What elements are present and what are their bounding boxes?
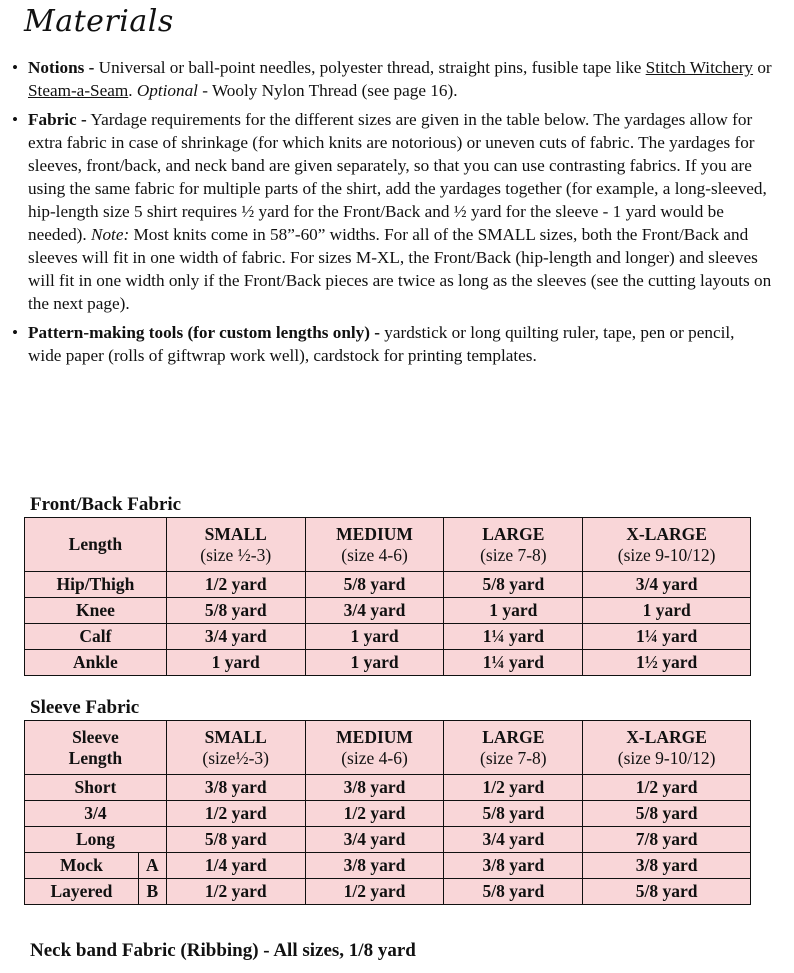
notions-text: Universal or ball-point needles, polyester thread, straight pins, fusible tape like <box>94 58 646 77</box>
table-row <box>25 853 751 879</box>
table-cell: 1/4 yard <box>166 853 305 879</box>
size-header <box>166 518 305 572</box>
table-cell: 3/4 yard <box>166 624 305 650</box>
size-range: (size ½-3) <box>200 544 272 565</box>
length-header: Length <box>25 518 167 572</box>
table-cell: 1 yard <box>583 598 751 624</box>
table-cell: 5/8 yard <box>305 572 444 598</box>
table-cell: 5/8 yard <box>583 801 751 827</box>
sleeve-title: Sleeve Fabric <box>30 697 140 718</box>
size-name: MEDIUM <box>336 726 413 747</box>
table-cell: 5/8 yard <box>166 598 305 624</box>
fabric-label: Fabric - <box>28 110 87 129</box>
table-cell: 1 yard <box>305 624 444 650</box>
table-cell: 3/4 yard <box>444 827 583 853</box>
table-cell: 5/8 yard <box>583 879 751 905</box>
table-header-row <box>25 721 751 775</box>
row-label: Calf <box>25 624 167 650</box>
size-name: LARGE <box>482 523 545 544</box>
table-cell: 1/2 yard <box>166 801 305 827</box>
tools-text: yardstick or long quilting ruler, tape, pen or pencil, wide paper (rolls of giftwrap work well), cardstock for printing templates. <box>28 323 735 365</box>
table-cell: 1/2 yard <box>305 879 444 905</box>
notions-text: or <box>753 58 772 77</box>
size-name: X-LARGE <box>626 523 707 544</box>
table-row <box>25 598 751 624</box>
row-label: Long <box>25 827 167 853</box>
row-sublabel: A <box>138 853 166 879</box>
size-range: (size 4-6) <box>341 747 408 768</box>
table-cell: 1/2 yard <box>444 775 583 801</box>
front-back-title: Front/Back Fabric <box>30 494 182 515</box>
bullet-dot: • <box>12 323 19 342</box>
table-cell: 5/8 yard <box>444 801 583 827</box>
size-name: SMALL <box>204 726 267 747</box>
list-item-notions <box>12 56 772 102</box>
size-name: MEDIUM <box>336 523 413 544</box>
row-label: 3/4 <box>25 801 167 827</box>
table-cell: 1½ yard <box>583 650 751 676</box>
table-cell: 3/4 yard <box>583 572 751 598</box>
note-label: Note: <box>91 225 130 244</box>
size-header <box>305 518 444 572</box>
materials-list <box>12 56 772 373</box>
front-back-table <box>24 517 751 676</box>
table-row <box>25 879 751 905</box>
size-header <box>444 721 583 775</box>
fabric-text: Most knits come in 58”-60” widths. For all of the SMALL sizes, both the Front/Back and sleeves will fit in one width of fabric. For sizes M-XL, the Front/Back (hip-length and longer) and sleeves will fit in one width only if the Front/Back pieces are twice as long as the sleeves (see the cutting layouts on the next page). <box>28 225 772 313</box>
size-header <box>583 518 751 572</box>
table-cell: 7/8 yard <box>583 827 751 853</box>
size-name: X-LARGE <box>626 726 707 747</box>
size-name: LARGE <box>482 726 545 747</box>
table-cell: 3/8 yard <box>305 853 444 879</box>
table-row <box>25 801 751 827</box>
notions-text: - Wooly Nylon Thread (see page 16). <box>197 81 458 100</box>
size-range: (size 9-10/12) <box>617 544 716 565</box>
size-range: (size 9-10/12) <box>617 747 716 768</box>
bullet-dot: • <box>12 58 19 77</box>
steam-a-seam-text: Steam-a-Seam <box>28 81 129 100</box>
row-label: Short <box>25 775 167 801</box>
notions-text: . <box>128 81 137 100</box>
notions-label: Notions - <box>28 58 95 77</box>
table-cell: 5/8 yard <box>444 572 583 598</box>
table-cell: 3/4 yard <box>305 827 444 853</box>
size-range: (size 7-8) <box>480 544 547 565</box>
table-row <box>25 775 751 801</box>
row-label: Ankle <box>25 650 167 676</box>
size-range: (size½-3) <box>202 747 269 768</box>
table-cell: 1 yard <box>166 650 305 676</box>
size-range: (size 4-6) <box>341 544 408 565</box>
table-row <box>25 572 751 598</box>
table-cell: 1/2 yard <box>305 801 444 827</box>
size-header <box>305 721 444 775</box>
table-row <box>25 624 751 650</box>
bullet-dot: • <box>12 110 19 129</box>
list-item-fabric <box>12 108 772 315</box>
page-title: Materials <box>24 4 174 39</box>
table-header-row <box>25 518 751 572</box>
table-cell: 5/8 yard <box>166 827 305 853</box>
list-item-tools <box>12 321 772 367</box>
table-row <box>25 650 751 676</box>
table-cell: 1¼ yard <box>444 624 583 650</box>
table-cell: 3/4 yard <box>305 598 444 624</box>
size-header <box>444 518 583 572</box>
length-header <box>25 721 167 775</box>
row-label: Hip/Thigh <box>25 572 167 598</box>
fabric-text: Yardage requirements for the different sizes are given in the table below. The yardages allow for extra fabric in case of shrinkage (for which knits are notorious) or uneven cuts of fabric. The yardages for sleeves, front/back, and neck band are given separately, so that you can use contrasting fabrics. If you are using the same fabric for multiple parts of the shirt, add the yardages together (for example, a long-sleeved, hip-length size 5 shirt requires ½ yard for the Front/Back and ½ yard for the sleeve - 1 yard would be needed). <box>28 110 767 244</box>
table-cell: 3/8 yard <box>305 775 444 801</box>
table-cell: 3/8 yard <box>444 853 583 879</box>
row-label: Mock <box>25 853 139 879</box>
table-cell: 1¼ yard <box>583 624 751 650</box>
row-label: Layered <box>25 879 139 905</box>
table-cell: 3/8 yard <box>166 775 305 801</box>
length-header-line: Length <box>68 747 123 768</box>
table-cell: 3/8 yard <box>583 853 751 879</box>
table-cell: 1¼ yard <box>444 650 583 676</box>
table-row <box>25 827 751 853</box>
table-cell: 5/8 yard <box>444 879 583 905</box>
table-cell: 1/2 yard <box>166 879 305 905</box>
tools-label: Pattern-making tools (for custom lengths only) - <box>28 323 380 342</box>
row-label: Knee <box>25 598 167 624</box>
size-range: (size 7-8) <box>480 747 547 768</box>
size-name: SMALL <box>204 523 267 544</box>
size-header <box>583 721 751 775</box>
optional-label: Optional <box>136 81 198 100</box>
table-cell: 1/2 yard <box>166 572 305 598</box>
table-cell: 1 yard <box>305 650 444 676</box>
neck-band-note: Neck band Fabric (Ribbing) - All sizes, 1/8 yard <box>30 940 416 961</box>
table-cell: 1 yard <box>444 598 583 624</box>
row-sublabel: B <box>138 879 166 905</box>
size-header <box>166 721 305 775</box>
table-cell: 1/2 yard <box>583 775 751 801</box>
sleeve-table <box>24 720 751 905</box>
length-header-line: Sleeve <box>72 726 119 747</box>
stitch-witchery-text: Stitch Witchery <box>645 58 754 77</box>
